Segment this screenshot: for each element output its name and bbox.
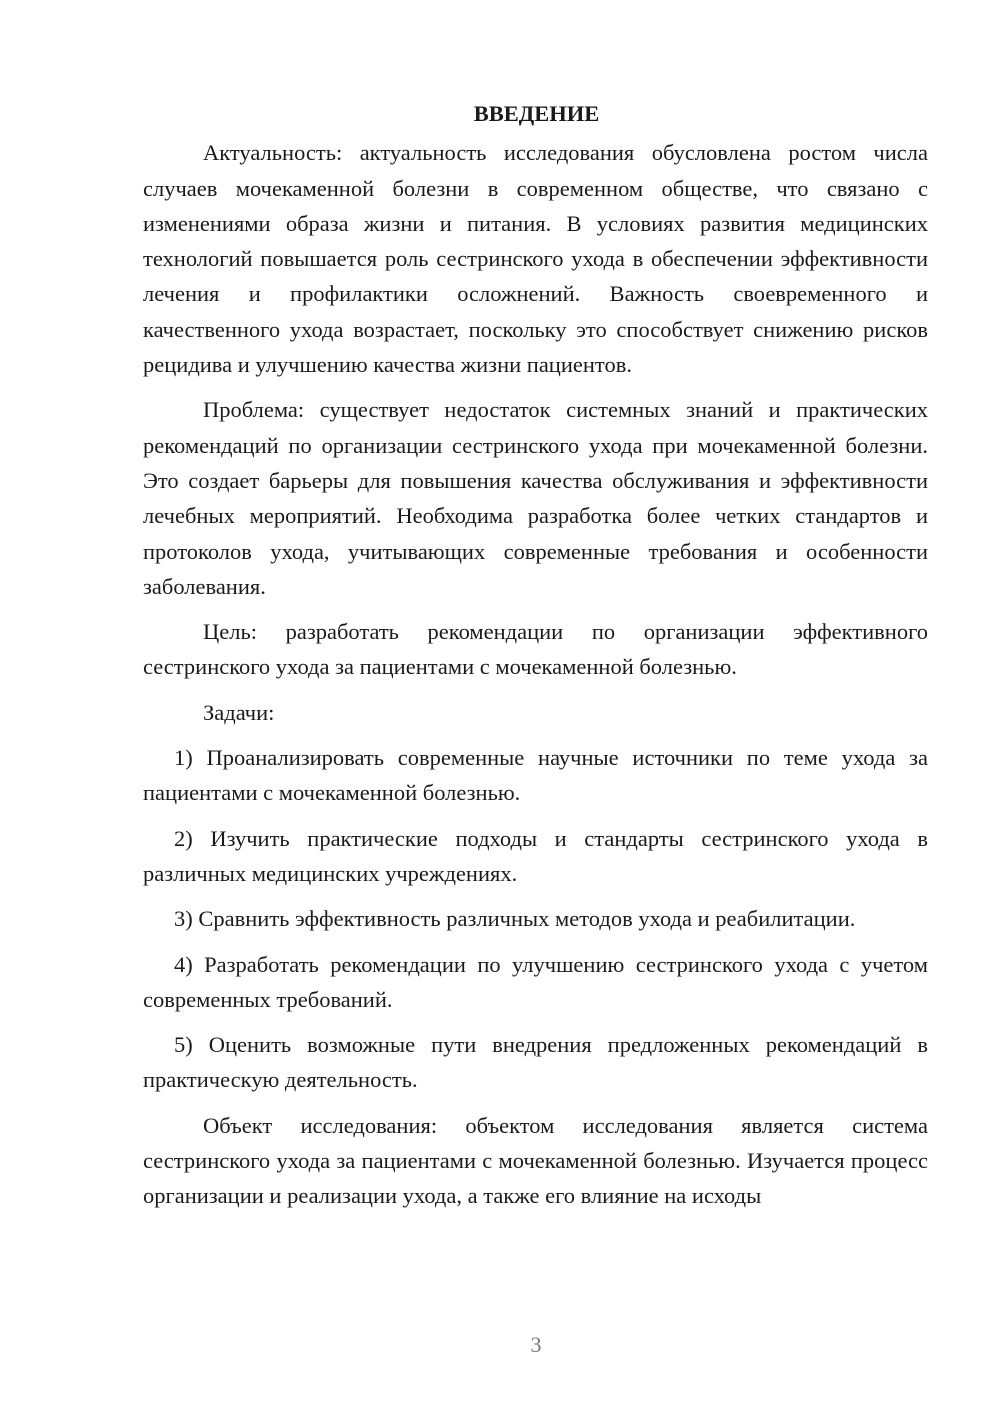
paragraph-relevance: Актуальность: актуальность исследования обусловлена ростом числа случаев мочекаменной болезни в современном обществе, что связано с изменениями образа жизни и питания. В условиях развития медицинских технологий повышается роль сестринского ухода в обеспечении эффективности лечения и профилактики осложнений. Важность своевременного и качественного ухода возрастает, поскольку это способствует снижению рисков рецидива и улучшению качества жизни пациентов. <box>143 140 928 378</box>
paragraph-tasks-label: Задачи: <box>203 699 275 725</box>
paragraph-research-object: Объект исследования: объектом исследования является система сестринского ухода за пациентами с мочекаменной болезнью. Изучается процесс организации и реализации ухода, а также его влияние на исходы <box>143 1112 928 1209</box>
page-number: 3 <box>530 1332 542 1357</box>
task-item-4: 4) Разработать рекомендации по улучшению сестринского ухода с учетом современных требований. <box>143 951 928 1012</box>
task-item-3: 3) Сравнить эффективность различных методов ухода и реабилитации. <box>174 906 856 932</box>
task-item-1: 1) Проанализировать современные научные источники по теме ухода за пациентами с мочекаменной болезнью. <box>143 745 928 806</box>
section-heading: ВВЕДЕНИЕ <box>473 101 600 126</box>
task-item-2: 2) Изучить практические подходы и стандарты сестринского ухода в различных медицинских учреждениях. <box>143 825 928 886</box>
paragraph-goal: Цель: разработать рекомендации по организации эффективного сестринского ухода за пациентами с мочекаменной болезнью. <box>143 619 928 680</box>
task-item-5: 5) Оценить возможные пути внедрения предложенных рекомендаций в практическую деятельность. <box>143 1032 928 1093</box>
document-body <box>143 96 928 1224</box>
paragraph-problem: Проблема: существует недостаток системных знаний и практических рекомендаций по организации сестринского ухода при мочекаменной болезни. Это создает барьеры для повышения качества обслуживания и эффективности лечебных мероприятий. Необходима разработка более четких стандартов и протоколов ухода, учитывающих современные требования и особенности заболевания. <box>143 397 928 599</box>
